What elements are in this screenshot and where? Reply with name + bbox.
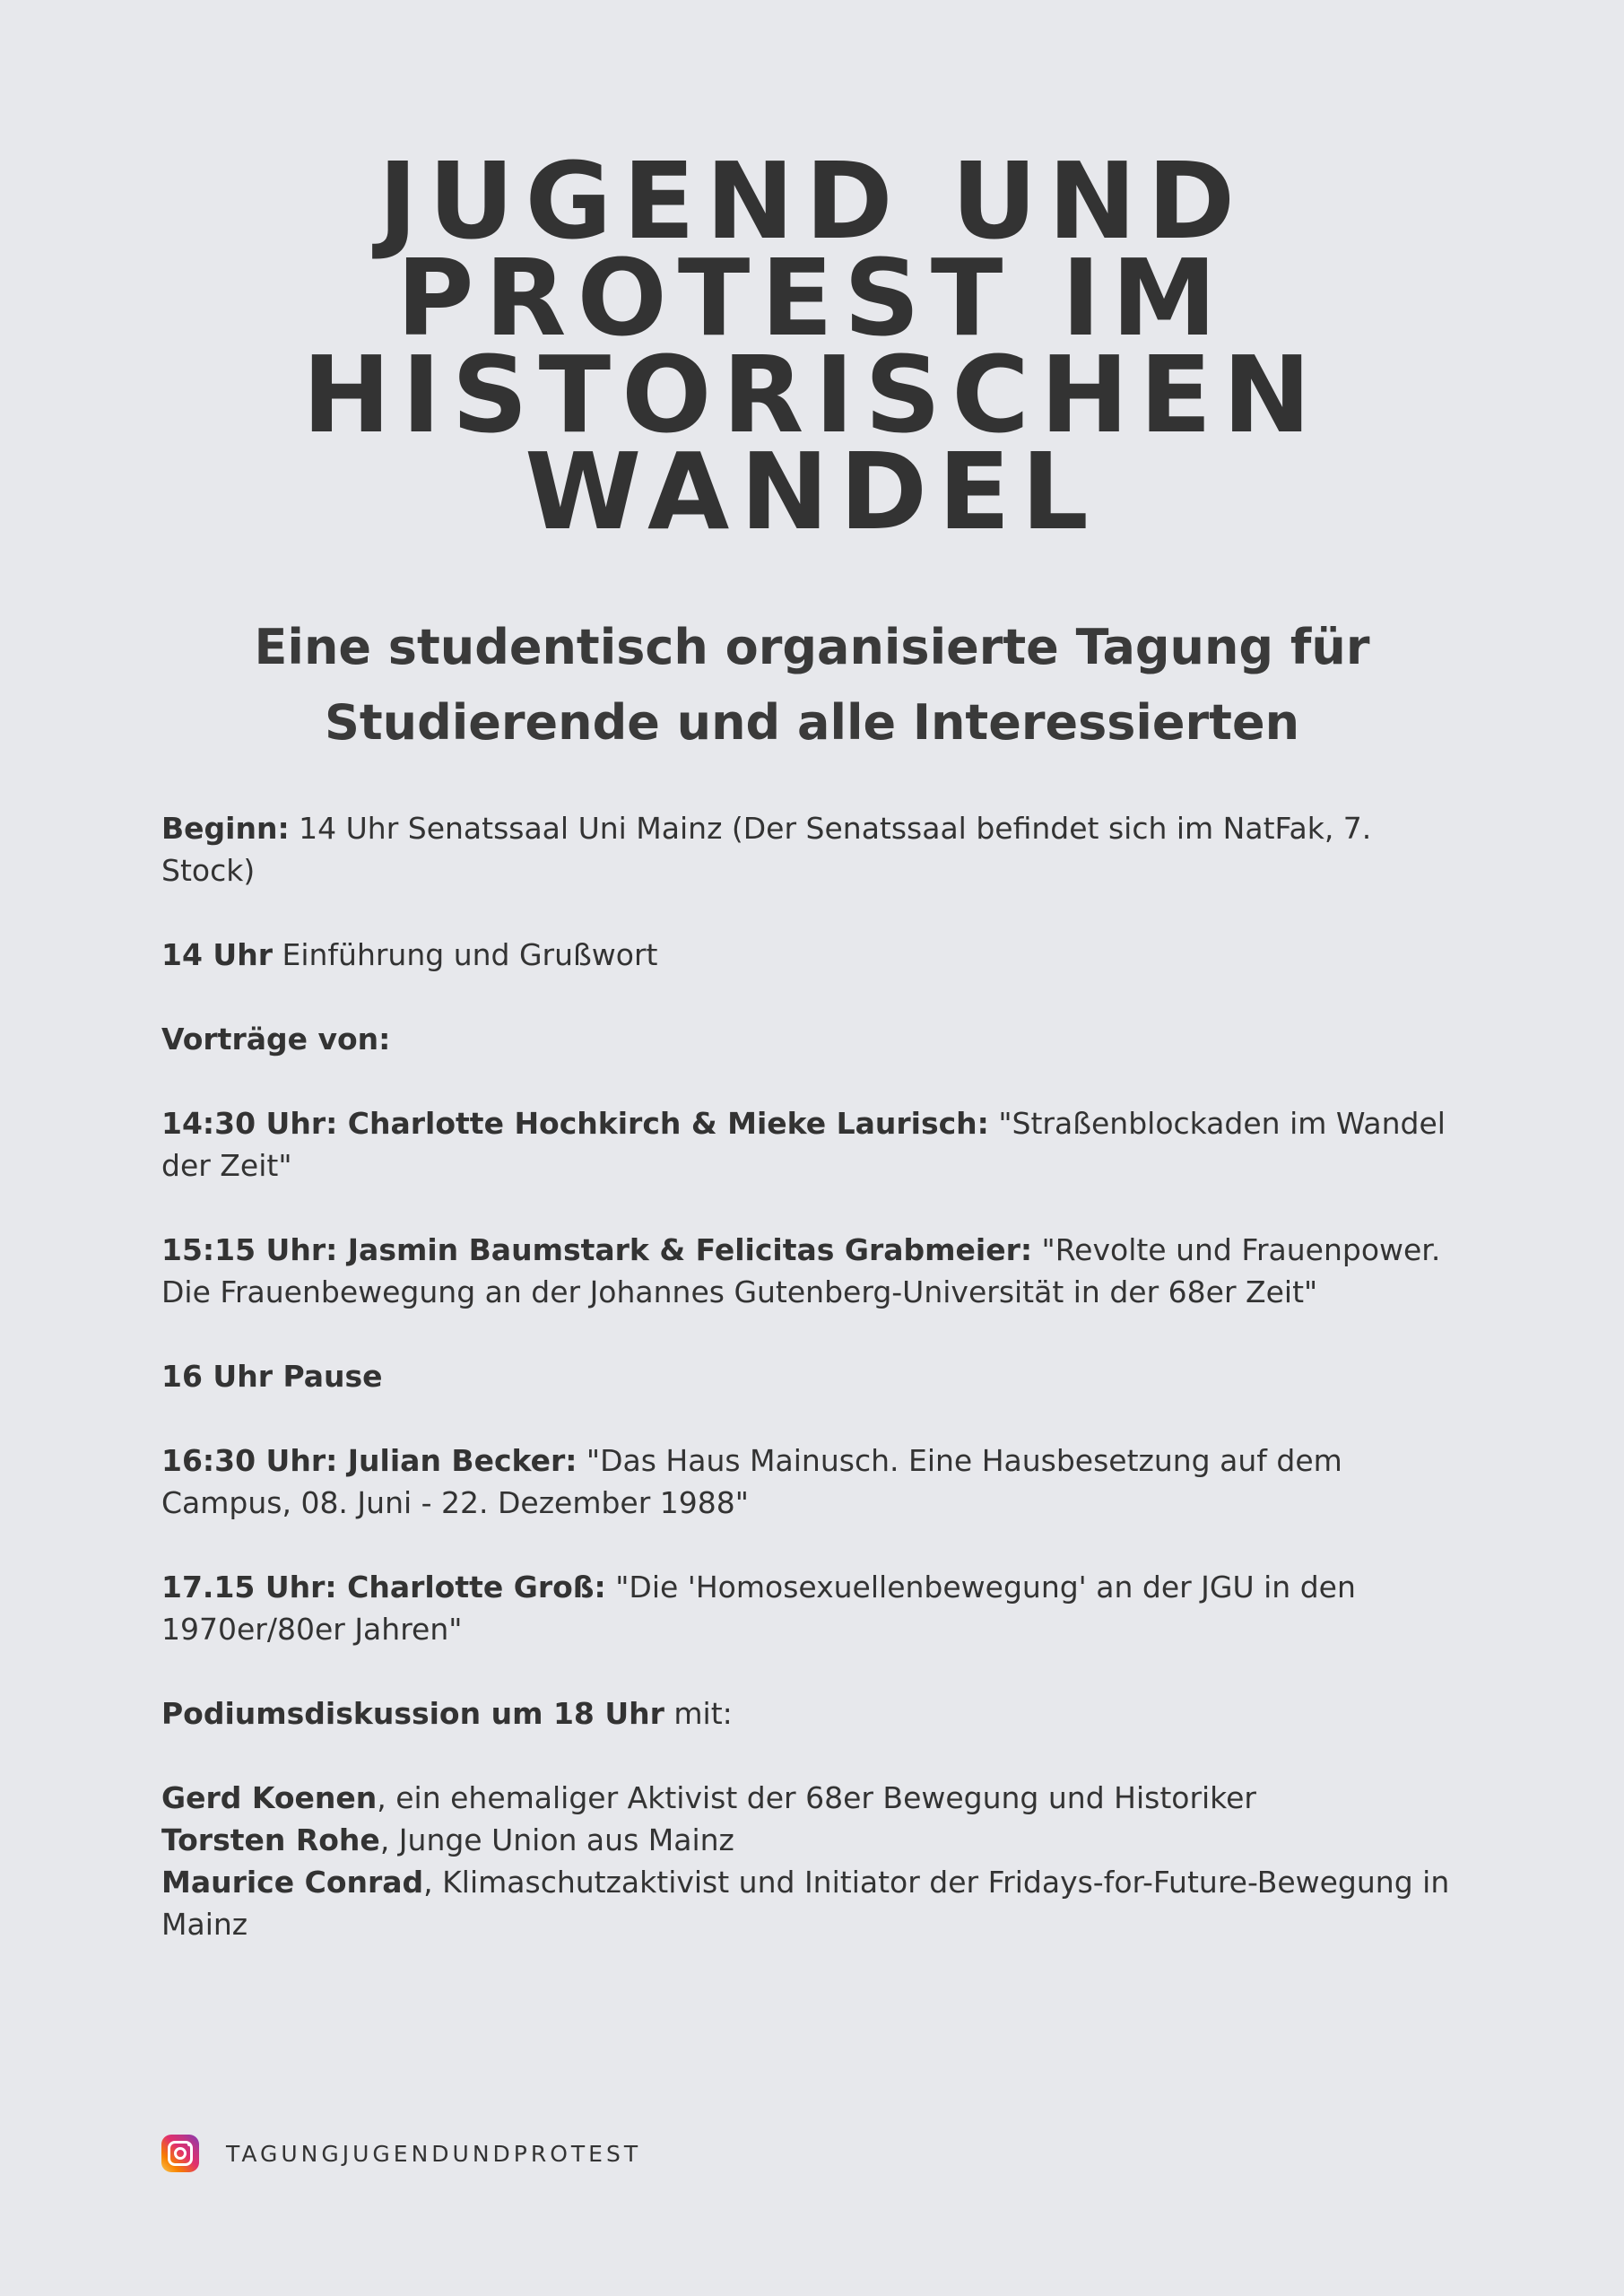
- panel-label: Podiumsdiskussion um 18 Uhr: [161, 1696, 664, 1731]
- panel-text: mit:: [664, 1696, 733, 1731]
- title-line-4: WANDEL: [525, 430, 1099, 553]
- start-info: [161, 807, 1471, 891]
- instagram-handle[interactable]: TAGUNGJUGENDUNDPROTEST: [226, 2140, 642, 2167]
- start-label: Beginn:: [161, 811, 290, 846]
- talk-item: [161, 1102, 1471, 1187]
- talk-label: 14:30 Uhr: Charlotte Hochkirch & Mieke Laurisch:: [161, 1106, 989, 1141]
- talk-title: "Das Haus Mainusch. Eine Hausbesetzung auf dem Campus, 08. Juni - 22. Dezember 1988": [161, 1443, 1342, 1520]
- intro-item: [161, 934, 1471, 976]
- panelist-desc: , Junge Union aus Mainz: [379, 1822, 734, 1857]
- start-text: 14 Uhr Senatssaal Uni Mainz (Der Senatssaal befindet sich im NatFak, 7. Stock): [161, 811, 1372, 888]
- event-subtitle: [0, 610, 1624, 761]
- talk-label: 16:30 Uhr: Julian Becker:: [161, 1443, 578, 1478]
- title-line-3: HISTORISCHEN: [302, 333, 1322, 457]
- talks-heading: Vorträge von:: [161, 1022, 391, 1057]
- title-line-1: JUGEND UND: [378, 139, 1246, 263]
- panelist: [161, 1861, 1471, 1945]
- talk-item: [161, 1439, 1471, 1524]
- talk-label: 17.15 Uhr: Charlotte Groß:: [161, 1570, 606, 1605]
- intro-time: 14 Uhr: [161, 937, 273, 972]
- talk-item: [161, 1566, 1471, 1650]
- break-label: 16 Uhr Pause: [161, 1359, 383, 1394]
- intro-text: Einführung und Grußwort: [272, 937, 658, 972]
- event-title: [0, 139, 1624, 553]
- panelist: [161, 1819, 1471, 1861]
- talk-label: 15:15 Uhr: Jasmin Baumstark & Felicitas Grabmeier:: [161, 1232, 1033, 1267]
- panel-heading: [161, 1692, 1471, 1735]
- talk-item: [161, 1229, 1471, 1313]
- title-line-2: PROTEST IM: [396, 236, 1228, 360]
- panelist-desc: , Klimaschutzaktivist und Initiator der Fridays-for-Future-Bewegung in Mainz: [161, 1865, 1450, 1942]
- panelist-name: Gerd Koenen: [161, 1780, 378, 1815]
- talk-title: "Die 'Homosexuellenbewegung' an der JGU in den 1970er/80er Jahren": [161, 1570, 1356, 1647]
- talk-title: "Straßenblockaden im Wandel der Zeit": [161, 1106, 1446, 1183]
- subtitle-line-2: Studierende und alle Interessierten: [324, 694, 1300, 751]
- social-footer: [161, 2133, 641, 2174]
- break-item: [161, 1355, 1471, 1397]
- talk-title: "Revolte und Frauenpower. Die Frauenbewegung an der Johannes Gutenberg-Universität in der 68er Zeit": [161, 1232, 1441, 1309]
- panelist-name: Maurice Conrad: [161, 1865, 424, 1900]
- instagram-icon[interactable]: [161, 2135, 199, 2172]
- panelist: [161, 1777, 1471, 1819]
- panelist-name: Torsten Rohe: [161, 1822, 380, 1857]
- subtitle-line-1: Eine studentisch organisierte Tagung für: [254, 619, 1370, 675]
- program-schedule: [161, 807, 1471, 1945]
- panelist-desc: , ein ehemaliger Aktivist der 68er Bewegung und Historiker: [377, 1780, 1256, 1815]
